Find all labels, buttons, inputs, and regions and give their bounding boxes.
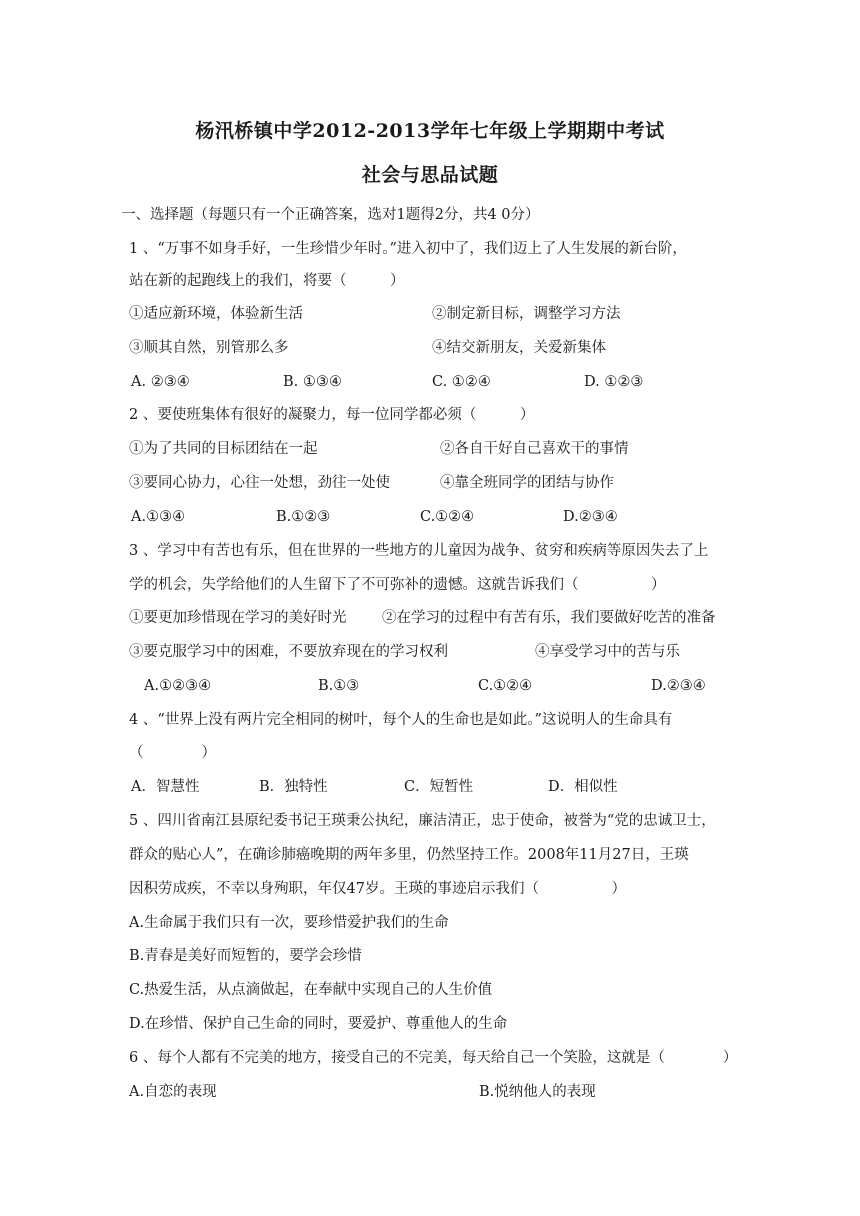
q5-option-a: A.生命属于我们只有一次，要珍惜爱护我们的生命: [129, 915, 449, 931]
exam-subtitle: 社会与思品试题: [361, 164, 499, 186]
q6-stem: 6 、每个人都有不完美的地方，接受自己的不完美，每天给自己一个笑脸，这就是（ ）: [129, 1050, 738, 1066]
q3-statement-4: ④享受学习中的苦与乐: [535, 644, 680, 660]
q3-statement-1: ①要更加珍惜现在学习的美好时光: [129, 610, 347, 626]
q5-stem-line2: 群众的贴心人”，在确诊肺癌晚期的两年多里，仍然坚持工作。2008年11月27日，王瑛: [129, 847, 689, 863]
q1-stem-line1: 1 、“万事不如身手好，一生珍惜少年时。”进入初中了，我们迈上了人生发展的新台阶，: [129, 241, 687, 257]
q2-statement-2: ②各自干好自己喜欢干的事情: [440, 441, 629, 457]
q3-stem-line1: 3 、学习中有苦也有乐，但在世界的一些地方的儿童因为战争、贫穷和疾病等原因失去了上: [129, 543, 709, 559]
q1-statement-4: ④结交新朋友，关爱新集体: [432, 340, 606, 356]
q1-stem-line2: 站在新的起跑线上的我们，将要（ ）: [129, 273, 405, 289]
q3-option-b: B.①③: [318, 678, 360, 694]
q1-statement-1: ①适应新环境，体验新生活: [129, 306, 303, 322]
q6-option-a: A.自恋的表现: [129, 1084, 217, 1100]
q4-option-b: B．独特性: [259, 779, 328, 795]
q5-option-c: C.热爱生活，从点滴做起，在奉献中实现自己的人生价值: [129, 982, 493, 998]
q5-stem-line1: 5 、四川省南江县原纪委书记王瑛秉公执纪，廉洁清正，忠于使命，被誉为“党的忠诚卫士，: [129, 813, 716, 829]
q4-option-d: D．相似性: [548, 779, 618, 795]
q6-option-b: B.悦纳他人的表现: [479, 1084, 596, 1100]
q2-statement-4: ④靠全班同学的团结与协作: [440, 475, 614, 491]
q1-statement-2: ②制定新目标，调整学习方法: [432, 306, 621, 322]
q4-option-a: A．智慧性: [131, 779, 200, 795]
q3-option-d: D.②③④: [651, 678, 706, 694]
q2-statement-3: ③要同心协力，心往一处想，劲往一处使: [129, 475, 390, 491]
q1-option-d: D. ①②③: [584, 374, 644, 390]
q3-statement-2: ②在学习的过程中有苦有乐，我们要做好吃苦的准备: [382, 610, 716, 626]
q5-option-b: B.青春是美好而短暂的，要学会珍惜: [129, 948, 362, 964]
q5-stem-line3: 因积劳成疾，不幸以身殉职，年仅47岁。王瑛的事迹启示我们（ ）: [129, 881, 626, 897]
q4-stem-line2: （ ）: [129, 745, 216, 761]
q2-option-d: D.②③④: [563, 509, 618, 525]
q4-stem-line1: 4 、“世界上没有两片完全相同的树叶，每个人的生命也是如此。”这说明人的生命具有: [129, 712, 673, 728]
q2-option-c: C.①②④: [420, 509, 475, 525]
section-heading: 一、选择题（每题只有一个正确答案，选对1题得2分，共4 0分）: [121, 207, 540, 223]
q2-option-a: A.①③④: [131, 509, 186, 525]
q2-stem: 2 、要使班集体有很好的凝聚力，每一位同学都必须（ ）: [129, 407, 535, 423]
q1-option-a: A. ②③④: [131, 374, 190, 390]
q2-option-b: B.①②③: [276, 509, 331, 525]
q3-statement-3: ③要克服学习中的困难，不要放弃现在的学习权利: [129, 644, 448, 660]
q3-option-c: C.①②④: [478, 678, 533, 694]
q3-option-a: A.①②③④: [144, 678, 212, 694]
q5-option-d: D.在珍惜、保护自己生命的同时，要爱护、尊重他人的生命: [129, 1016, 508, 1032]
q3-stem-line2: 学的机会，失学给他们的人生留下了不可弥补的遗憾。这就告诉我们（ ）: [129, 577, 666, 593]
q2-statement-1: ①为了共同的目标团结在一起: [129, 441, 318, 457]
q1-option-c: C. ①②④: [432, 374, 491, 390]
q4-option-c: C．短暂性: [404, 779, 474, 795]
exam-title: 杨汛桥镇中学2012-2013学年七年级上学期期中考试: [195, 120, 665, 142]
q1-statement-3: ③顺其自然，别管那么多: [129, 340, 289, 356]
q1-option-b: B. ①③④: [283, 374, 342, 390]
